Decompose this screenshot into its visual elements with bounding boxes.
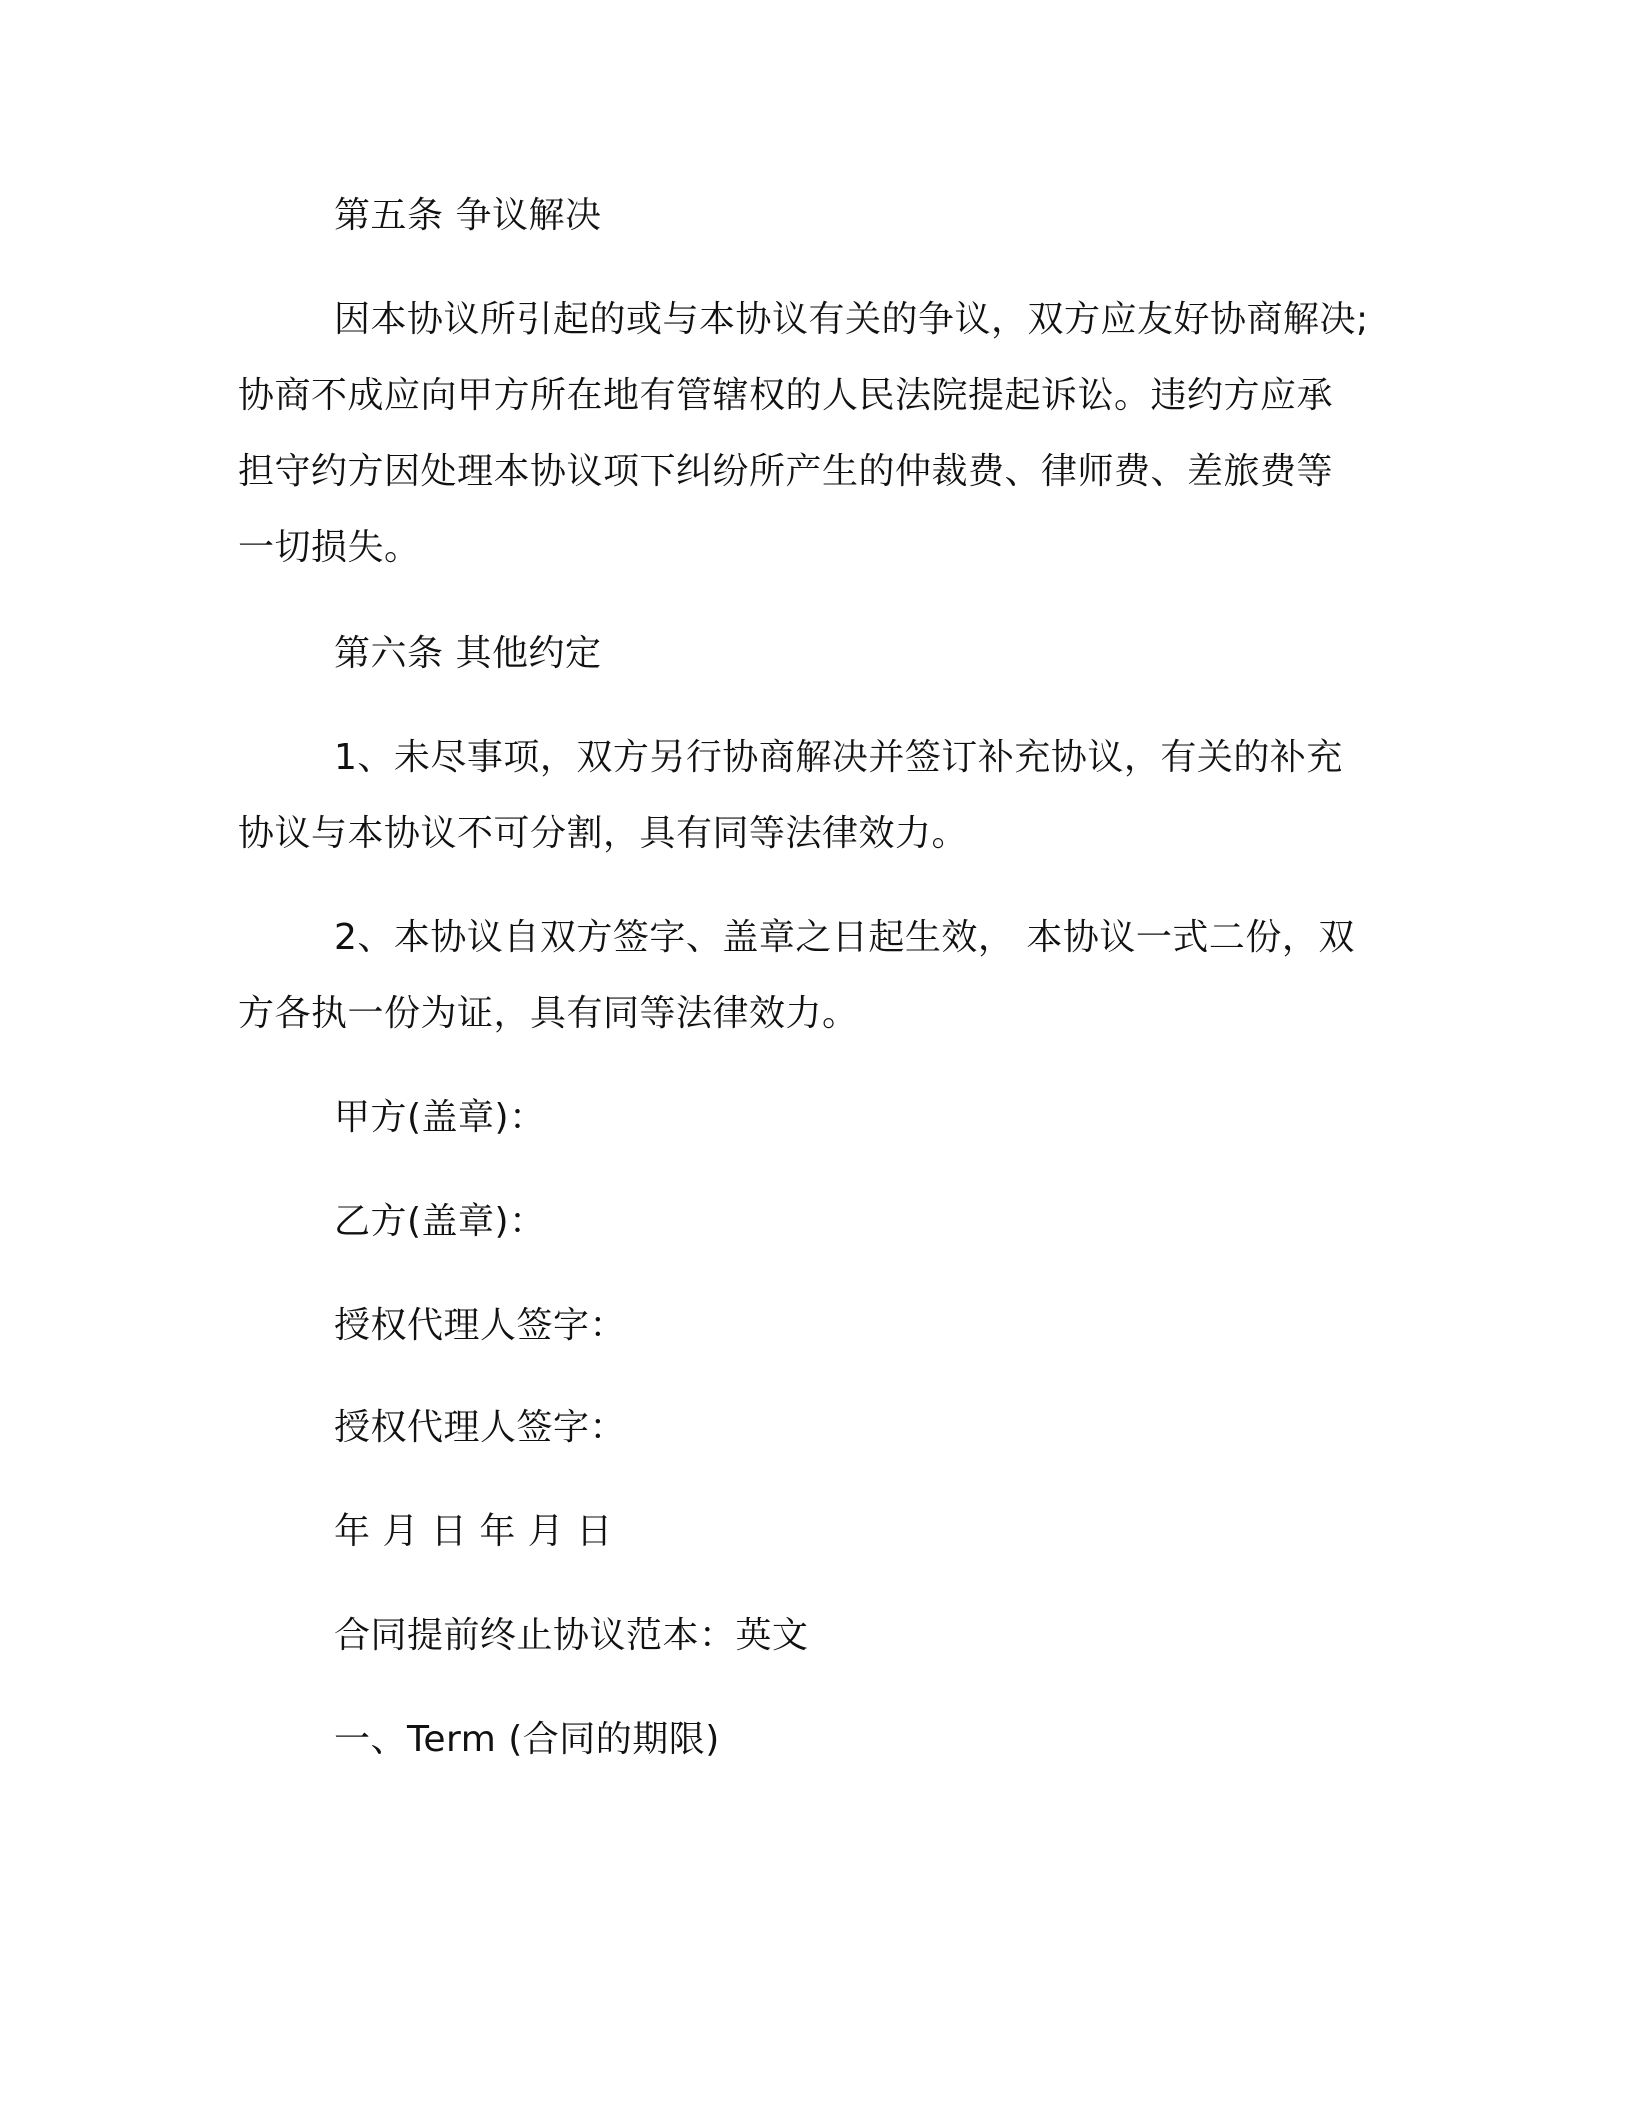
party-a-seal: 甲方(盖章)：: [334, 1097, 546, 1138]
article5-body-line-2: 协商不成应向甲方所在地有管辖权的人民法院提起诉讼。违约方应承: [238, 375, 1334, 416]
party-b-seal: 乙方(盖章)：: [334, 1201, 546, 1242]
date-line: 年 月 日 年 月 日: [334, 1511, 613, 1552]
clause1-line-1: 1、未尽事项，双方另行协商解决并签订补充协议，有关的补充: [334, 737, 1343, 778]
article5-body-line-1: 因本协议所引起的或与本协议有关的争议，双方应友好协商解决;: [334, 299, 1369, 340]
agent-signature-2: 授权代理人签字：: [334, 1407, 627, 1448]
clause1-line-2: 协议与本协议不可分割，具有同等法律效力。: [238, 813, 969, 854]
article6-heading: 第六条 其他约定: [334, 633, 602, 674]
english-template-title: 合同提前终止协议范本：英文: [334, 1615, 809, 1656]
article5-heading: 第五条 争议解决: [334, 195, 602, 236]
section-one-heading: 一、Term (合同的期限): [334, 1719, 720, 1760]
article5-body-line-4: 一切损失。: [238, 527, 421, 568]
article5-body-line-3: 担守约方因处理本协议项下纠纷所产生的仲裁费、律师费、差旅费等: [238, 451, 1334, 492]
clause2-line-2: 方各执一份为证，具有同等法律效力。: [238, 993, 859, 1034]
agent-signature-1: 授权代理人签字：: [334, 1305, 627, 1346]
clause2-line-1: 2、本协议自双方签字、盖章之日起生效， 本协议一式二份，双: [334, 917, 1355, 958]
